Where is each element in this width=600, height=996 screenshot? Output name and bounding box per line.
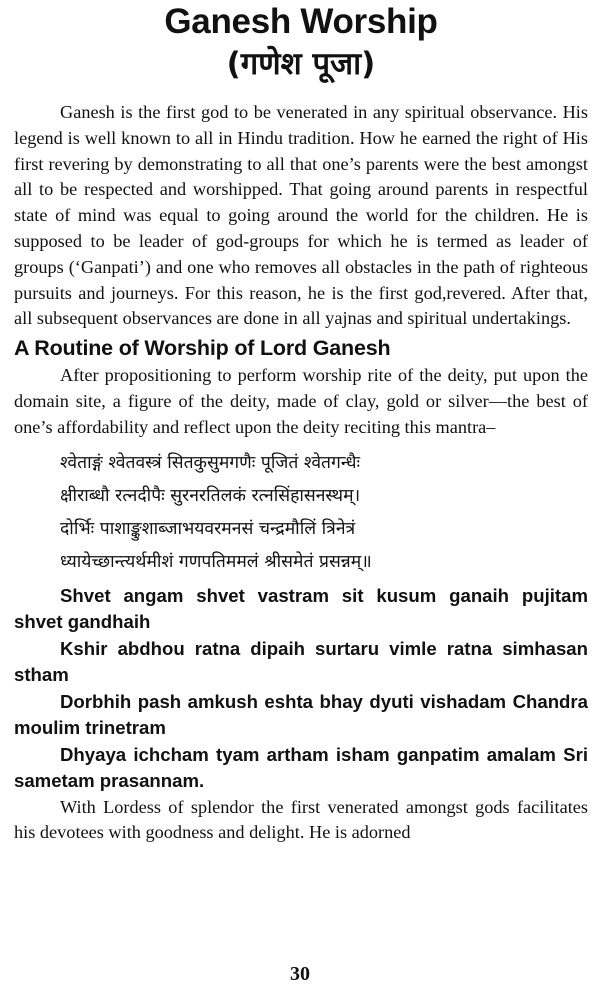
- mantra-line: ध्यायेच्छान्त्यर्थमीशं गणपतिममलं श्रीसमेतं प्रसन्नम्॥: [60, 551, 372, 572]
- intro-paragraph: Ganesh is the first god to be venerated in any spiritual observance. His legend is well known to all in Hindu tradition. How he earned the right of His first revering by demonstrating to all that one’s parents were the best amongst all to be respected and worshipped. That going around parents in respectful state of mind was equal to going around the world for the children. He is supposed to be leader of god-groups for which he is termed as leader of groups (‘Ganpati’) and one who removes all obstacles in the path of righteous pursuits and journeys. For this reason, he is the first god,revered. After that, all subsequent observances are done in all yajnas and spiritual undertakings.: [14, 102, 588, 329]
- routine-paragraph: After propositioning to perform worship rite of the deity, put upon the domain site, a figure of the deity, made of clay, gold or silver—the best of one’s affordability and reflect upon the deity reciting this mantra–: [14, 365, 588, 437]
- mantra-line: दोर्भिः पाशाङ्कुशाब्जाभयवरमनसं चन्द्रमौलिं त्रिनेत्रं: [60, 518, 356, 539]
- transliteration-line: Shvet angam shvet vastram sit kusum ganaih pujitam shvet gandhaih: [14, 584, 588, 633]
- mantra-transliteration: [14, 583, 588, 795]
- transliteration-line: Dorbhih pash amkush eshta bhay dyuti vishadam Chandra moulim trinetram: [14, 690, 588, 739]
- mantra-devanagari: [14, 447, 588, 579]
- transliteration-line: Dhyaya ichcham tyam artham isham ganpatim amalam Sri sametam prasannam.: [14, 743, 588, 792]
- mantra-line: क्षीराब्धौ रत्नदीपैः सुरनरतिलकं रत्नसिंहासनस्थम्।: [60, 485, 361, 506]
- page-title: Ganesh Worship: [164, 2, 438, 41]
- page-subtitle-hindi: (गणेश पूजा): [226, 46, 376, 82]
- section-heading: A Routine of Worship of Lord Ganesh: [14, 336, 391, 361]
- transliteration-line: Kshir abdhou ratna dipaih surtaru vimle ratna simhasan stham: [14, 637, 588, 686]
- mantra-line: श्वेताङ्गं श्वेतवस्त्रं सितकुसुमगणैः पूजितं श्वेतगन्धैः: [60, 452, 361, 473]
- closing-paragraph: With Lordess of splendor the first venerated amongst gods facilitates his devotees with goodness and delight. He is adorned: [14, 796, 588, 843]
- page-number: 30: [290, 963, 310, 985]
